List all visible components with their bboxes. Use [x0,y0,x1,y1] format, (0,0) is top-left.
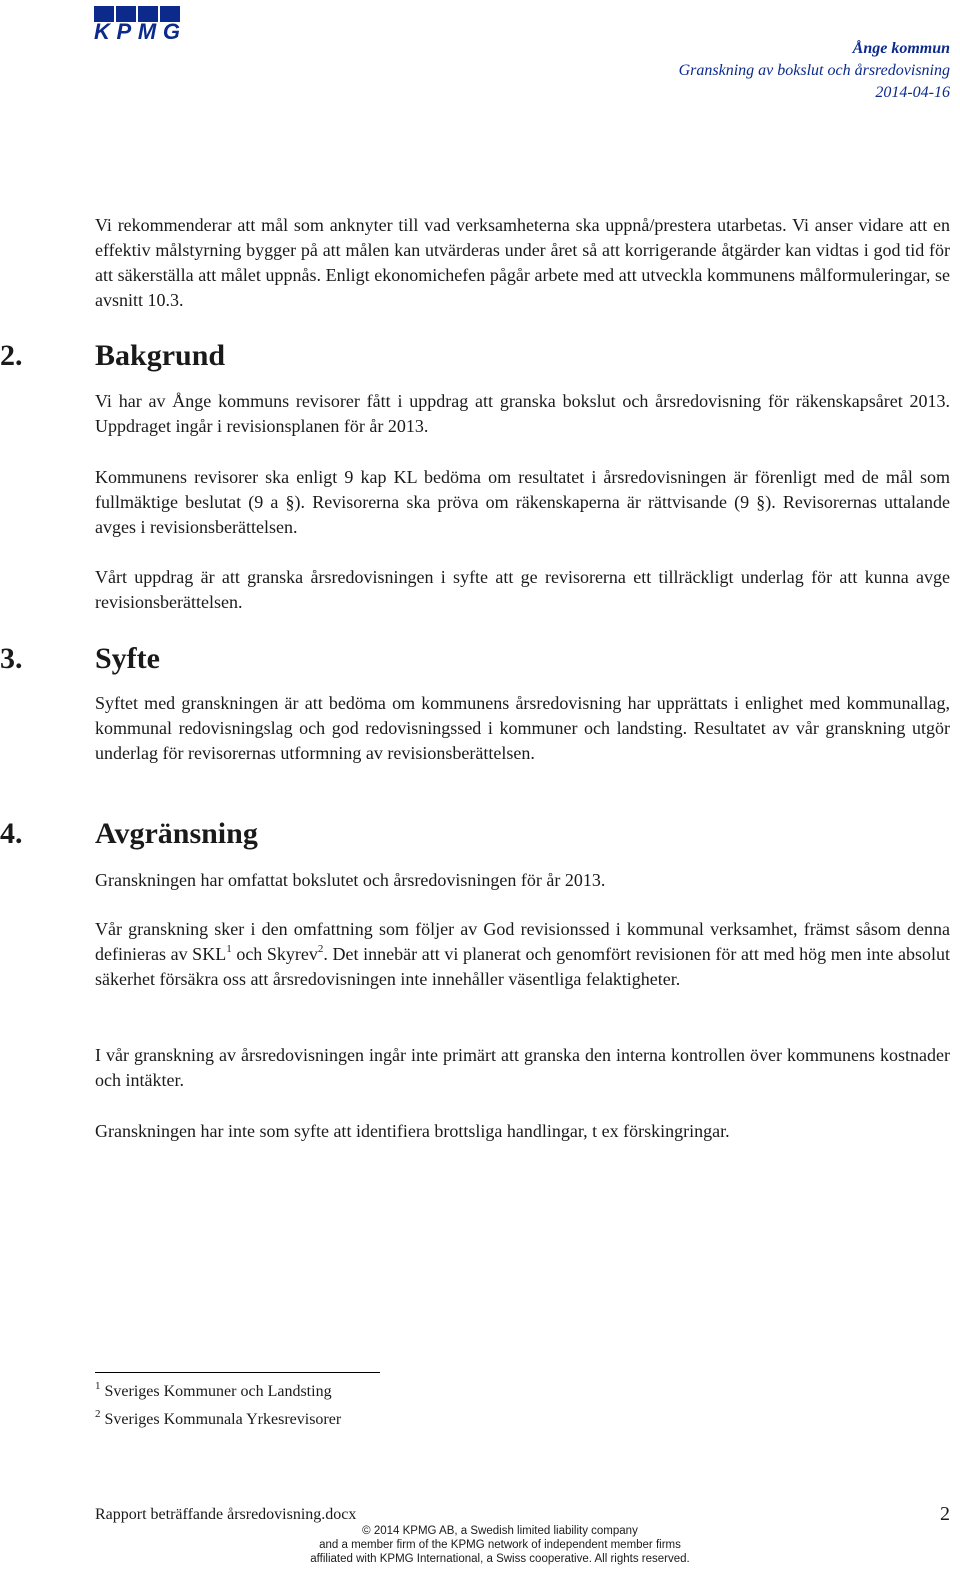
kpmg-logo [92,6,184,40]
copyright-line: © 2014 KPMG AB, a Swedish limited liability company [362,1525,638,1537]
section-number: 4. [0,817,23,850]
header-document-title: Granskning av bokslut och årsredovisning [678,62,950,79]
avgransning-paragraph-1: Granskningen har omfattat bokslutet och årsredovisningen för år 2013. [95,870,606,890]
footnote-text: Sveriges Kommunala Yrkesrevisorer [104,1411,342,1428]
footnote-ref-2: 2 [317,943,324,955]
footnote-text: Sveriges Kommuner och Landsting [104,1383,332,1400]
footer-copyright [0,1524,960,1566]
avgransning-paragraph-2: I vår granskning av årsredovisningen ingår inte primärt att granska den interna kontrollen över kommunens kostnader och intäkter. [95,1045,950,1090]
footnote-1 [95,1379,332,1402]
intro-paragraph: Vi rekommenderar att mål som anknyter till vad verksamheterna ska uppnå/prestera utarbetas. Vi anser vidare att en effektiv målstyrning bygger på att målen kan utvärderas under året så att korrigerande åtgärder kan vidtas i god tid för att säkerställa att målet uppnås. Enligt ekonomichefen pågår arbete med att utveckla kommunens målformuleringar, se avsnitt 10.3. [95,215,950,310]
footnote-2 [95,1407,342,1430]
avgransning-paragraph-3: Granskningen har inte som syfte att identifiera brottsliga handlingar, t ex förskingringar. [95,1121,730,1141]
page-header [679,38,950,104]
footnote-ref-1: 1 [226,943,232,955]
copyright-line: affiliated with KPMG International, a Swiss cooperative. All rights reserved. [310,1553,690,1565]
section-number: 2. [0,339,23,372]
bakgrund-paragraph-2: Kommunens revisorer ska enligt 9 kap KL bedöma om resultatet i årsredovisningen är förenligt med de mål som fullmäktige beslutat (9 a §). Revisorerna ska pröva om räkenskaperna är rättvisande (9 §). Revisorernas uttalande avges i revisionsberättelsen. [95,467,950,537]
section-number: 3. [0,642,23,675]
header-date: 2014-04-16 [875,84,950,101]
header-organization: Ånge kommun [852,40,950,57]
syfte-paragraph-1: Syftet med granskningen är att bedöma om kommunens årsredovisning har upprättats i enlighet med kommunallag, kommunal redovisningslag och god redovisningssed i kommuner och landsting. Resultatet av vår granskning utgör underlag för revisorernas utformning av revisionsberättelsen. [95,693,950,763]
page-number: 2 [940,1503,950,1525]
section-title: Bakgrund [95,339,226,372]
section-title: Avgränsning [95,817,258,850]
bakgrund-paragraph-3: Vårt uppdrag är att granska årsredovisningen i syfte att ge revisorerna ett tillräckligt underlag för att kunna avge revisionsberättelsen. [95,567,950,612]
bakgrund-paragraph-1: Vi har av Ånge kommuns revisorer fått i uppdrag att granska bokslut och årsredovisning för räkenskapsåret 2013. Uppdraget ingår i revisionsplanen för år 2013. [95,391,950,436]
section-title: Syfte [95,642,160,675]
footnote-mark: 1 [95,1379,101,1392]
copyright-line: and a member firm of the KPMG network of independent member firms [319,1539,681,1551]
footnote-divider [95,1372,380,1373]
footnote-mark: 2 [95,1407,101,1420]
logo-text: KPMG [94,19,180,40]
avgransning-paragraph-footnoted: Vår granskning sker i den omfattning som följer av God revisionssed i kommunal verksamhet, främst såsom denna definieras av SKL$^1$ och Skyrev$^2$. Det innebär att vi planerat och genomfört revisionen för att med hög men inte absolut säkerhet försäkra oss att årsredovisningen inte innehåller väsentliga felaktigheter. [95,919,950,989]
footer-filename: Rapport beträffande årsredovisning.docx [95,1506,357,1523]
